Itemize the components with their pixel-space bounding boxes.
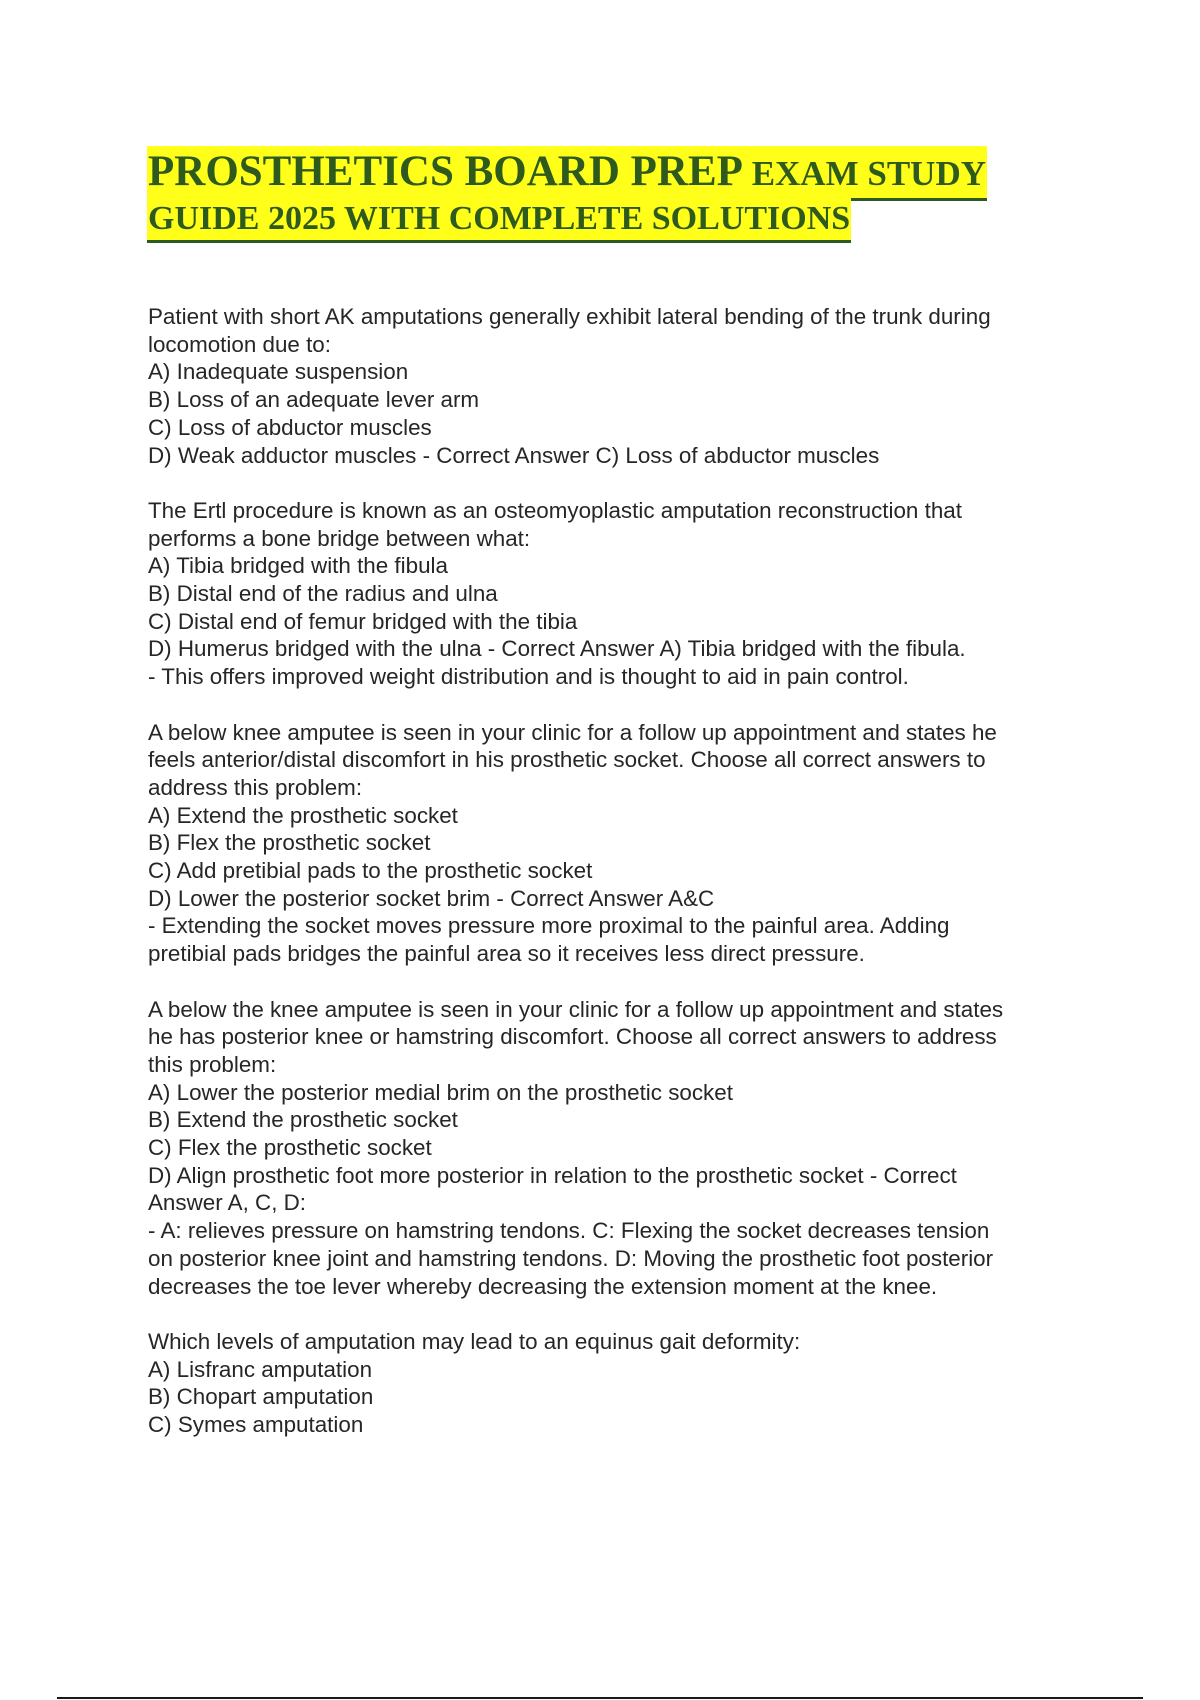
answer-explanation-line: decreases the toe lever whereby decreasing the extension moment at the knee. [148, 1273, 938, 1299]
answer-explanation-line: - Extending the socket moves pressure more proximal to the painful area. Adding [148, 913, 950, 939]
question-block [148, 719, 1078, 968]
answer-option: C) Flex the prosthetic socket [148, 1135, 432, 1161]
document-title [147, 150, 1077, 236]
question-stem-line: address this problem: [148, 774, 363, 800]
answer-option: A) Tibia bridged with the fibula [148, 553, 448, 579]
question-block [148, 303, 1078, 469]
question-stem-line: Which levels of amputation may lead to an equinus gait deformity: [148, 1328, 801, 1354]
title-small-text: EXAM STUDY [742, 154, 987, 193]
answer-option: A) Lisfranc amputation [148, 1356, 373, 1382]
answer-explanation-line: - This offers improved weight distribution and is thought to aid in pain control. [148, 664, 909, 690]
question-stem-line: A below the knee amputee is seen in your clinic for a follow up appointment and states [148, 996, 1004, 1022]
title-large-text: PROSTHETICS BOARD PREP [148, 148, 743, 195]
question-stem-line: he has posterior knee or hamstring discomfort. Choose all correct answers to address [148, 1024, 997, 1050]
title-highlight-2: GUIDE 2025 WITH COMPLETE SOLUTIONS [147, 198, 851, 243]
answer-option: B) Extend the prosthetic socket [148, 1107, 458, 1133]
answer-option: B) Distal end of the radius and ulna [148, 581, 498, 607]
question-stem-line: locomotion due to: [148, 331, 331, 357]
question-stem-line: Patient with short AK amputations generally exhibit lateral bending of the trunk during [148, 304, 991, 329]
answer-option: Answer A, C, D: [148, 1190, 307, 1216]
title-line-1 [147, 150, 1077, 193]
answer-option: B) Flex the prosthetic socket [148, 830, 431, 856]
questions-list [148, 303, 1078, 1466]
question-stem-line: this problem: [148, 1051, 277, 1077]
answer-option: A) Lower the posterior medial brim on the prosthetic socket [148, 1079, 733, 1105]
question-block [148, 996, 1078, 1301]
answer-option: C) Distal end of femur bridged with the tibia [148, 608, 578, 634]
question-stem-line: A below knee amputee is seen in your clinic for a follow up appointment and states he [148, 719, 997, 745]
answer-option: D) Lower the posterior socket brim - Correct Answer A&C [148, 885, 715, 911]
question-stem-line: The Ertl procedure is known as an osteomyoplastic amputation reconstruction that [148, 497, 962, 523]
question-stem-line: feels anterior/distal discomfort in his prosthetic socket. Choose all correct answers to [148, 747, 986, 773]
question-block [148, 1328, 1078, 1439]
answer-option: A) Inadequate suspension [148, 359, 409, 385]
answer-option: D) Align prosthetic foot more posterior in relation to the prosthetic socket - Correct [148, 1162, 957, 1188]
answer-explanation-line: - A: relieves pressure on hamstring tendons. C: Flexing the socket decreases tension [148, 1218, 990, 1244]
answer-option: C) Loss of abductor muscles [148, 414, 432, 440]
answer-option: D) Humerus bridged with the ulna - Correct Answer A) Tibia bridged with the fibula. [148, 636, 966, 662]
answer-option: C) Add pretibial pads to the prosthetic socket [148, 858, 593, 884]
answer-option: B) Loss of an adequate lever arm [148, 387, 480, 413]
answer-option: C) Symes amputation [148, 1412, 364, 1438]
title-line-2 [147, 202, 1077, 236]
answer-option: B) Chopart amputation [148, 1384, 374, 1410]
answer-option: D) Weak adductor muscles - Correct Answer C) Loss of abductor muscles [148, 442, 880, 468]
question-stem-line: performs a bone bridge between what: [148, 525, 531, 551]
page-bottom-rule [57, 1697, 1143, 1699]
question-block [148, 497, 1078, 691]
answer-explanation-line: on posterior knee joint and hamstring tendons. D: Moving the prosthetic foot posterior [148, 1245, 994, 1271]
title-highlight-1 [147, 146, 987, 201]
answer-option: A) Extend the prosthetic socket [148, 802, 458, 828]
answer-explanation-line: pretibial pads bridges the painful area so it receives less direct pressure. [148, 941, 865, 967]
